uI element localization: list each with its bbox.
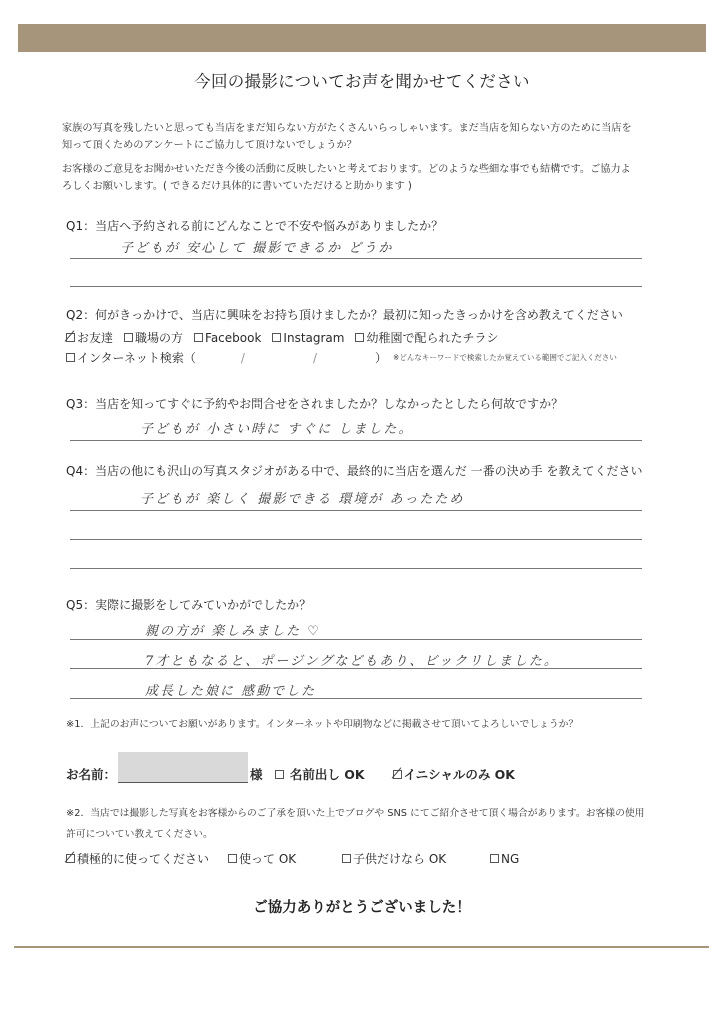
keyword-note: ※どんなキーワードで検索したか覚えている範囲でご記入ください [393,353,617,362]
intro-line: 家族の写真を残したいと思っても当店をまだ知らない方がたくさんいらっしゃいます。まだ当店を知らない方のために当店を [62,123,632,134]
checkbox-checked-icon[interactable] [66,854,75,863]
option-instagram[interactable] [272,329,344,346]
permission-note-1: ※1．上記のお声についてお願いがあります。インターネットや印刷物などに掲載させて頂いてよろしいでしょうか？ [66,719,579,730]
answer-1-line-1[interactable]: 子どもが 安心して 撮影できるか どうか [120,241,394,256]
checkbox-icon[interactable] [124,333,133,342]
answer-line [70,539,642,540]
answer-line [70,286,642,287]
answer-4-line-1[interactable]: 子どもが 楽しく 撮影できる 環境が あったため [140,492,465,507]
answer-line [70,258,642,259]
thanks-message: ご協力ありがとうございました！ [253,900,471,916]
answer-line [70,440,642,441]
option-label: 幼稚園で配られたチラシ [366,331,499,345]
intro-line: 知って頂くためのアンケートにご協力して頂けないでしょうか？ [62,140,357,151]
option-use-ok[interactable] [228,850,342,867]
option-label: 職場の方 [135,331,184,345]
answer-5-line-2[interactable]: 7才ともなると、ポージングなどもあり、ビックリしました。 [145,654,559,669]
option-label: インターネット検索（ [77,351,196,365]
option-ng[interactable] [490,850,519,867]
option-use-actively[interactable] [66,850,228,867]
checkbox-checked-icon[interactable] [393,770,402,779]
answer-5-line-3[interactable]: 成長した娘に 感動でした [145,684,317,699]
name-label: お名前： [66,767,117,782]
close-paren: ） [375,351,388,365]
intro-line: ろしくお願いします。( できるだけ具体的に書いていただけると助かります ) [62,181,412,192]
checkbox-icon[interactable] [275,770,284,779]
option-label: NG [501,851,520,866]
q2-internet-row [66,349,617,366]
intro-line: お客様のご意見をお聞かせいただき今後の活動に反映したいと考えております。どのような些細な事でも結構です。ご協力よ [62,164,631,175]
note-line: 許可についてい教えてください。 [66,829,213,840]
option-initials-ok[interactable] [393,765,515,783]
option-kindergarten-flyer[interactable] [355,329,498,346]
checkbox-icon[interactable] [228,854,237,863]
option-label: お友達 [77,331,114,345]
answer-5-line-1[interactable]: 親の方が 楽しみました ♡ [145,624,321,639]
option-label: 使って OK [239,852,297,866]
option-label: 積極的に使ってください [77,852,210,866]
option-friend[interactable] [66,329,113,346]
header-bar [18,24,706,52]
answer-line [70,668,642,669]
checkbox-icon[interactable] [355,333,364,342]
q2-options-row [66,329,499,346]
option-children-only-ok[interactable] [342,850,490,867]
answer-line [70,639,642,640]
question-4: Q4：当店の他にも沢山の写真スタジオがある中で、最終的に当店を選んだ 一番の決め手 を教えてください [66,464,643,478]
option-facebook[interactable] [194,329,261,346]
question-5: Q5：実際に撮影をしてみていかがでしたか？ [66,598,312,612]
checkbox-icon[interactable] [272,333,281,342]
checkbox-icon[interactable] [66,353,75,362]
keyword-separator: / [240,350,245,365]
name-suffix: 様 [250,767,263,782]
answer-line [70,698,642,699]
intro-paragraph-2 [62,161,682,195]
checkbox-icon[interactable] [194,333,203,342]
checkbox-checked-icon[interactable] [66,333,75,342]
answer-line [70,568,642,569]
option-label: イニシャルのみ OK [403,767,515,782]
option-label: Instagram [283,330,345,345]
footer-bar [14,946,709,948]
checkbox-icon[interactable] [342,854,351,863]
option-name-ok[interactable] [275,765,365,783]
question-1: Q1：当店へ予約される前にどんなことで不安や悩みがありましたか？ [66,219,444,233]
question-3: Q3：当店を知ってすぐに予約やお問合せをされましたか？しなかったとしたら何故ですか？ [66,397,564,411]
option-coworker[interactable] [124,329,183,346]
permission-note-2 [66,803,644,845]
answer-3-line-1[interactable]: 子どもが 小さい時に すぐに しました。 [140,422,414,437]
name-field-redacted[interactable] [118,752,248,783]
checkbox-icon[interactable] [490,854,499,863]
usage-options-row [66,850,519,867]
note-line: ※2．当店では撮影した写真をお客様からのご了承を頂いた上でブログや SNS にてご紹介させて頂く場合があります。お客様の使用 [66,808,645,819]
option-label: Facebook [205,330,262,345]
intro-paragraph-1 [62,120,682,154]
page-title: 今回の撮影についてお声を聞かせてください [194,72,530,91]
name-row [66,752,515,783]
option-label: 子供だけなら OK [353,852,447,866]
option-internet-search[interactable] [66,349,196,366]
question-2: Q2：何がきっかけで、当店に興味をお持ち頂けましたか？最初に知ったきっかけを含め教えてください [66,308,623,322]
keyword-separator: / [312,350,318,365]
option-label: 名前出し OK [289,767,365,782]
answer-line [70,510,642,511]
